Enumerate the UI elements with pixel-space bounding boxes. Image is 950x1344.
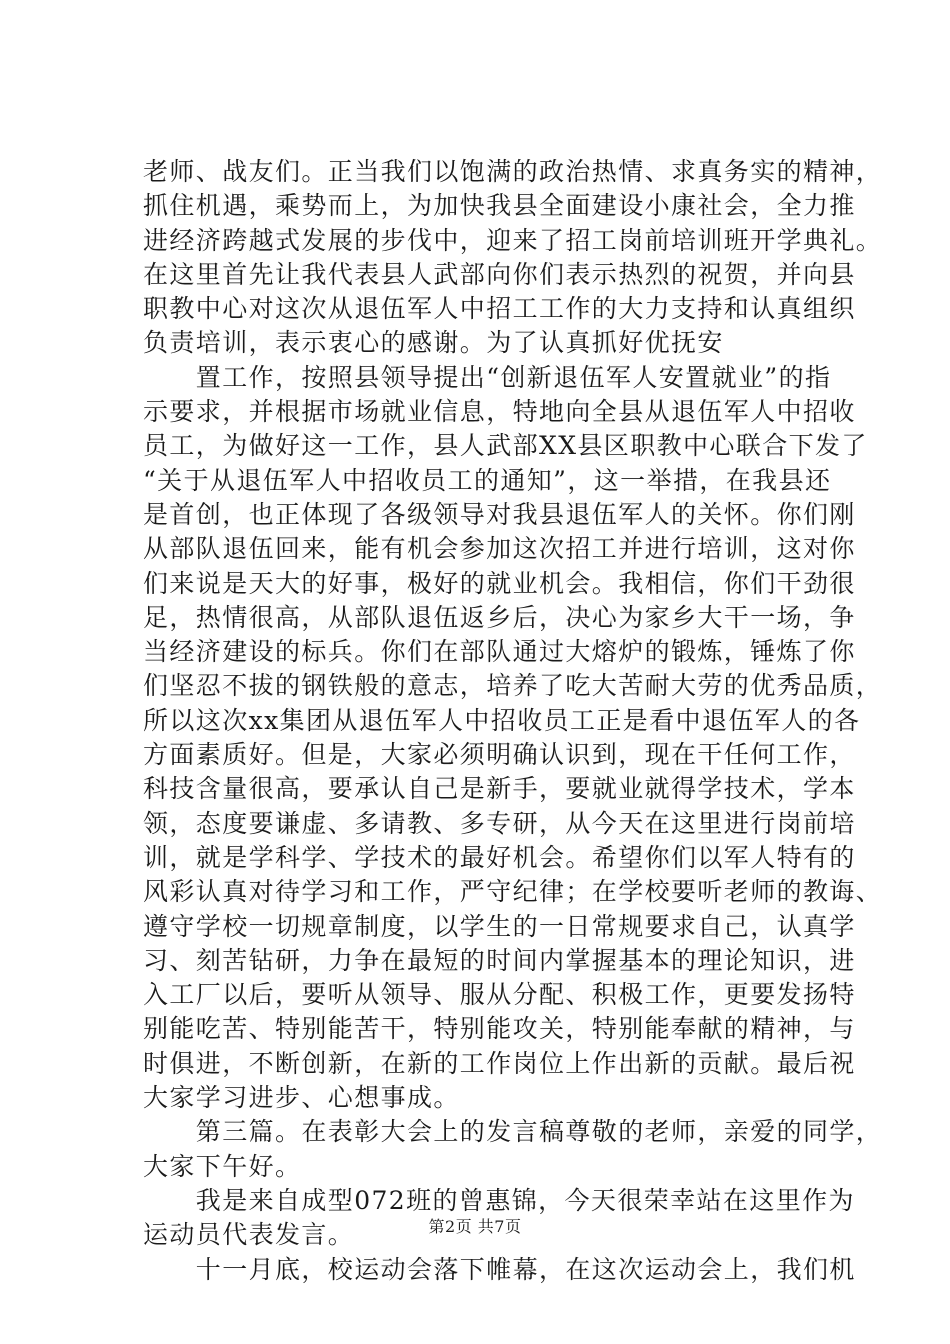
text-line: 员工，为做好这一工作，县人武部XX县区职教中心联合下发了 — [143, 431, 868, 461]
text-line: 当经济建设的标兵。你们在部队通过大熔炉的锻炼，锤炼了你 — [143, 637, 856, 667]
text-line: 第三篇。在表彰大会上的发言稿尊敬的老师，亲爱的同学， — [143, 1117, 883, 1147]
text-line: 抓住机遇，乘势而上，为加快我县全面建设小康社会，全力推 — [143, 191, 856, 221]
text-line: 老师、战友们。正当我们以饱满的政治热情、求真务实的精神， — [143, 157, 883, 186]
text-line: 入工厂以后，要听从领导、服从分配、积极工作，更要发扬特 — [143, 980, 856, 1010]
text-line: 科技含量很高，要承认自己是新手，要就业就得学技术，学本 — [143, 774, 856, 804]
text-line: “关于从退伍军人中招收员工的通知”，这一举措，在我县还 — [143, 465, 832, 495]
text-line: 方面素质好。但是，大家必须明确认识到，现在干任何工作， — [143, 740, 856, 770]
text-line: 领，态度要谦虚、多请教、多专研，从今天在这里进行岗前培 — [143, 808, 856, 838]
text-line: 运动员代表发言。 — [143, 1220, 355, 1250]
text-line: 负责培训，表示衷心的感谢。为了认真抓好优抚安 — [143, 328, 724, 358]
page-number-footer: 第2页 共7页 — [428, 1217, 522, 1236]
text-line: 训，就是学科学、学技术的最好机会。希望你们以军人特有的 — [143, 842, 856, 872]
text-line: 在这里首先让我代表县人武部向你们表示热烈的祝贺，并向县 — [143, 259, 856, 289]
text-line: 们来说是天大的好事，极好的就业机会。我相信，你们干劲很 — [143, 568, 856, 598]
text-line: 职教中心对这次从退伍军人中招工工作的大力支持和认真组织 — [143, 294, 856, 324]
text-line: 从部队退伍回来，能有机会参加这次招工并进行培训，这对你 — [143, 534, 856, 564]
text-line: 我是来自成型072班的曾惠锦，今天很荣幸站在这里作为 — [143, 1185, 855, 1215]
text-line: 时俱进，不断创新，在新的工作岗位上作出新的贡献。最后祝 — [143, 1048, 856, 1078]
text-line: 别能吃苦、特别能苦干，特别能攻关，特别能奉献的精神，与 — [143, 1014, 856, 1044]
text-line: 进经济跨越式发展的步伐中，迎来了招工岗前培训班开学典礼。 — [143, 225, 883, 255]
text-line: 足，热情很高，从部队退伍返乡后，决心为家乡大干一场，争 — [143, 602, 856, 632]
text-line: 所以这次xx集团从退伍军人中招收员工正是看中退伍军人的各 — [143, 705, 861, 735]
text-line: 遵守学校一切规章制度，以学生的一日常规要求自己，认真学 — [143, 911, 856, 941]
text-line: 十一月底，校运动会落下帷幕，在这次运动会上，我们机 — [143, 1254, 856, 1284]
text-line: 大家下午好。 — [143, 1151, 302, 1181]
text-line: 们坚忍不拔的钢铁般的意志，培养了吃大苦耐大劳的优秀品质， — [143, 671, 883, 701]
text-line: 是首创，也正体现了各级领导对我县退伍军人的关怀。你们刚 — [143, 499, 856, 529]
text-line: 大家学习进步、心想事成。 — [143, 1083, 460, 1113]
text-line: 风彩认真对待学习和工作，严守纪律；在学校要听老师的教诲、 — [143, 877, 883, 907]
text-line: 习、刻苦钻研，力争在最短的时间内掌握基本的理论知识，进 — [143, 945, 856, 975]
text-line: 置工作，按照县领导提出“创新退伍军人安置就业”的指 — [143, 362, 832, 392]
body-text — [143, 155, 883, 1287]
text-line: 示要求，并根据市场就业信息，特地向全县从退伍军人中招收 — [143, 397, 856, 427]
